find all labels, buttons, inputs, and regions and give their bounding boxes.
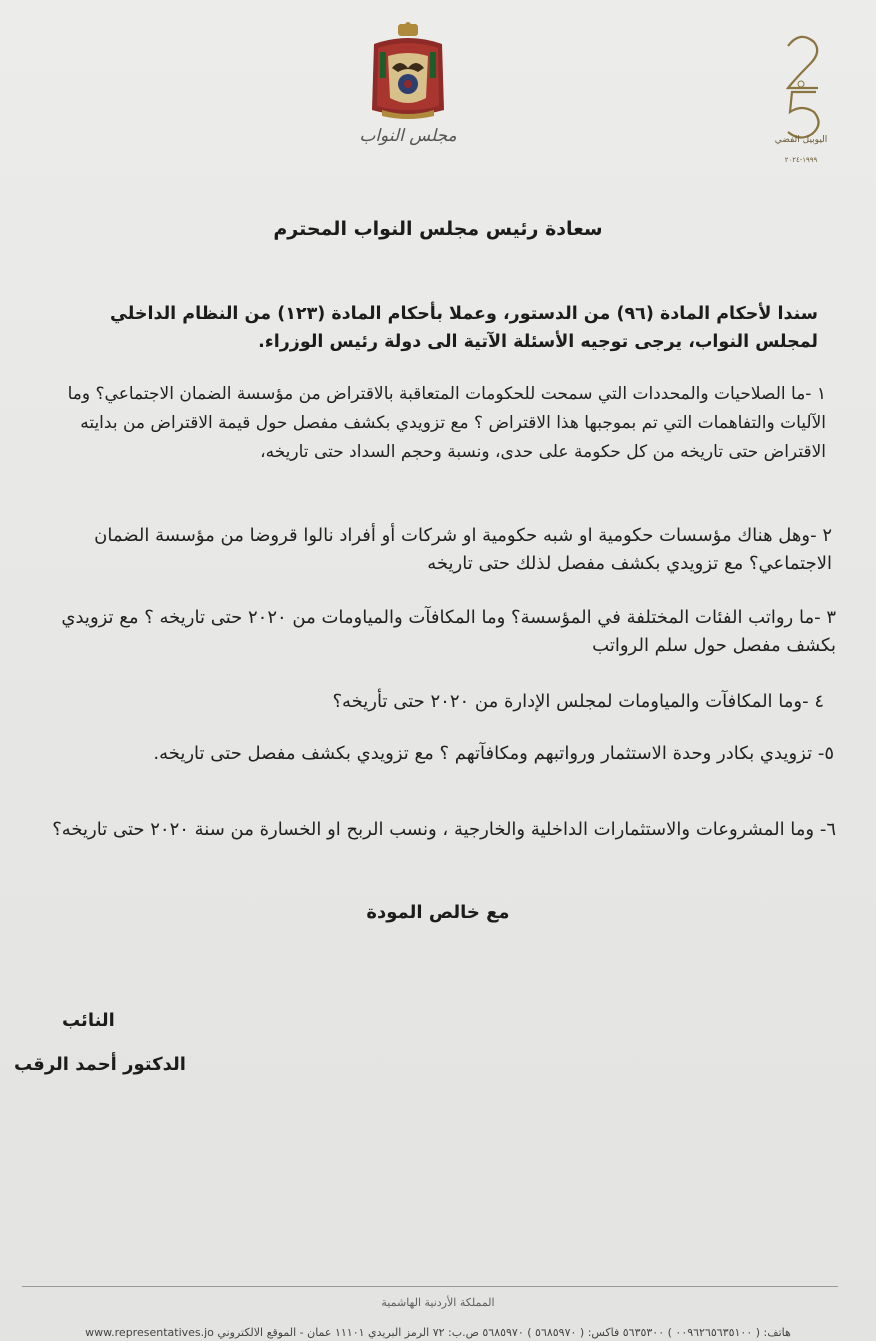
footer-divider bbox=[22, 1286, 838, 1287]
signature-title-text: النائب bbox=[62, 1010, 115, 1031]
closing-line: مع خالص المودة bbox=[366, 902, 510, 923]
footer-contact bbox=[0, 1326, 876, 1339]
signature-name-text: الدكتور أحمد الرقب bbox=[14, 1054, 186, 1075]
question-1: ١ -ما الصلاحيات والمحددات التي سمحت للحكومات المتعاقبة بالاقتراض من مؤسسة الضمان الاجتماعي؟ وما الآليات والتفاهمات التي تم بموجبها هذا الاقتراض ؟ مع تزويدي بكشف مفصل حول قيمة الاقتراض من بدايته الاقتراض حتى تاريخه من كل حكومة على حدى، ونسبة وحجم السداد حتى تاريخه، bbox=[67, 384, 826, 462]
signature-title bbox=[62, 1010, 182, 1031]
jubilee-caption: اليوبيل الفضي bbox=[774, 135, 828, 145]
intro-paragraph: سندا لأحكام المادة (٩٦) من الدستور، وعملا بأحكام المادة (١٢٣) من النظام الداخلي لمجلس النواب، يرجى توجيه الأسئلة الآتية الى دولة رئيس الوزراء. bbox=[110, 304, 818, 352]
signature-name bbox=[14, 1054, 214, 1075]
footer-website-link[interactable]: www.representatives.jo bbox=[85, 1326, 214, 1339]
addressee-heading: سعادة رئيس مجلس النواب المحترم bbox=[273, 218, 603, 240]
question-2: ٢ -وهل هناك مؤسسات حكومية او شبه حكومية او شركات أو أفراد نالوا قروضا من مؤسسة الضمان الاجتماعي؟ مع تزويدي بكشف مفصل لذلك حتى تاريخه bbox=[94, 525, 832, 574]
question-6: ٦- وما المشروعات والاستثمارات الداخلية والخارجية ، ونسب الربح او الخسارة من سنة ٢٠٢٠ حتى تاريخه؟ bbox=[52, 819, 836, 840]
footer-kingdom: المملكة الأردنية الهاشمية bbox=[381, 1296, 495, 1309]
footer-contact-text: هاتف: ( ٠٠٩٦٢٦٥٦٣٥١٠٠ ) ٥٦٣٥٣٠٠ فاكس: ( ٥٦٨٥٩٧٠ ) ٥٦٨٥٩٧٠ ص.ب: ٧٢ الرمز البريدي ١١١٠١ عمان - الموقع الالكتروني bbox=[217, 1326, 791, 1339]
silver-jubilee-emblem-icon bbox=[766, 28, 836, 168]
jubilee-years: ١٩٩٩-٢٠٢٤ bbox=[784, 156, 818, 164]
council-name: مجلس النواب bbox=[359, 126, 457, 146]
question-4: ٤ -وما المكافآت والمياومات لمجلس الإدارة من ٢٠٢٠ حتى تأريخه؟ bbox=[332, 691, 824, 712]
question-5: ٥- تزويدي بكادر وحدة الاستثمار ورواتبهم ومكافآتهم ؟ مع تزويدي بكشف مفصل حتى تاريخه. bbox=[153, 743, 834, 764]
question-3: ٣ -ما رواتب الفئات المختلفة في المؤسسة؟ وما المكافآت والمياومات من ٢٠٢٠ حتى تاريخه ؟ مع تزويدي بكشف مفصل حول سلم الرواتب bbox=[61, 607, 836, 656]
coat-of-arms-icon bbox=[368, 22, 448, 122]
